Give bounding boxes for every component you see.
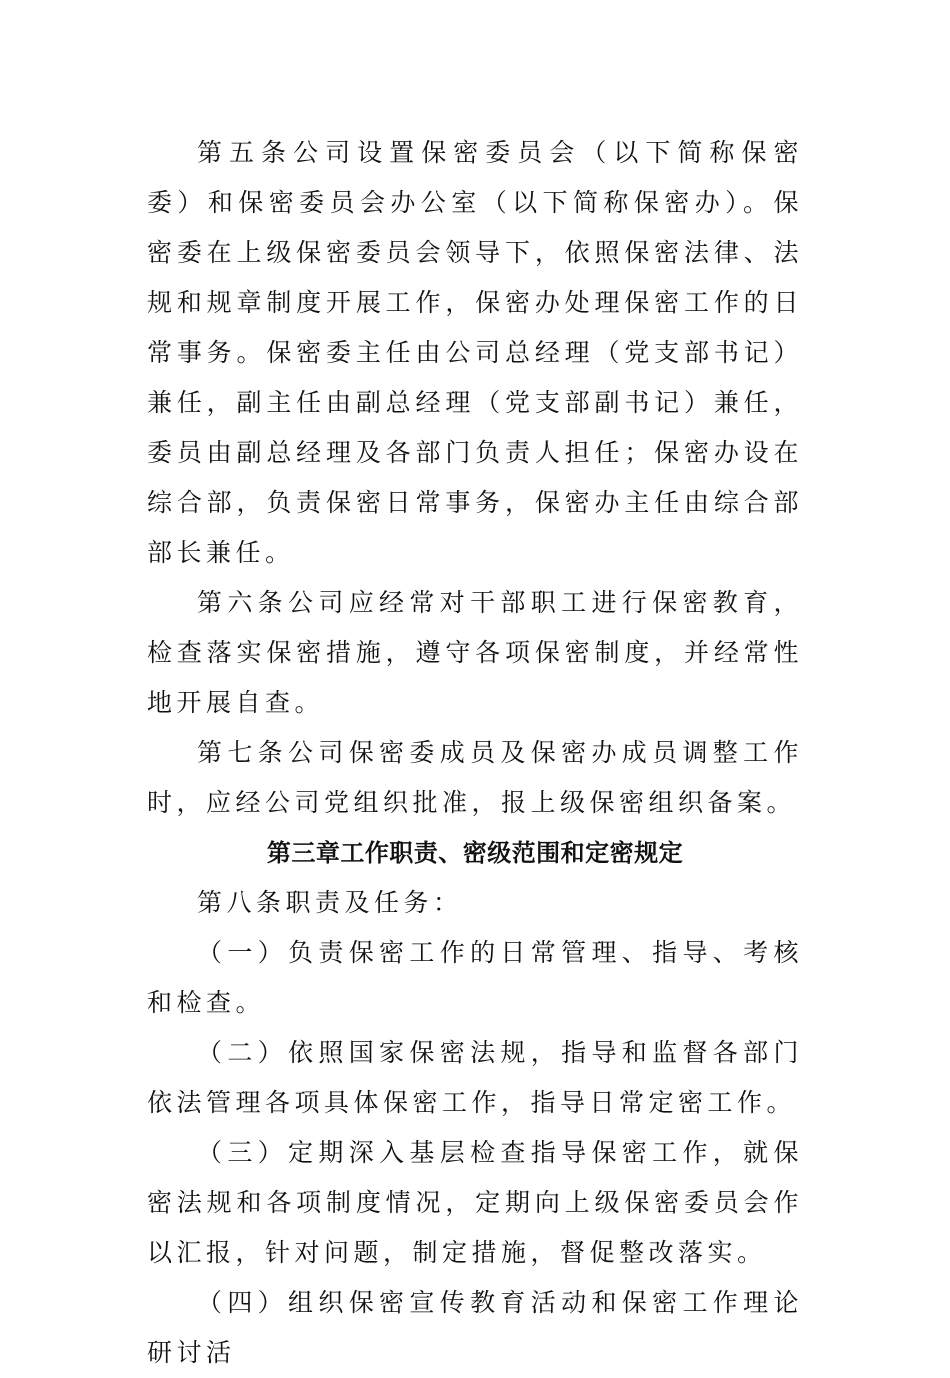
article-8-paragraph: 第八条职责及任务： [197, 888, 463, 917]
duty-item-4: （四）组织保密宣传教育活动和保密工作理论研讨活 [147, 1288, 803, 1367]
duty-item-1: （一）负责保密工作的日常管理、指导、考核和检查。 [147, 938, 803, 1017]
article-6-paragraph: 第六条公司应经常对干部职工进行保密教育，检查落实保密措施，遵守各项保密制度，并经常性地开展自查。 [147, 588, 803, 717]
article-7-paragraph: 第七条公司保密委成员及保密办成员调整工作时，应经公司党组织批准，报上级保密组织备案。 [147, 738, 803, 817]
document-body [147, 128, 803, 1378]
article-5-paragraph: 第五条公司设置保密委员会（以下简称保密委）和保密委员会办公室（以下简称保密办）。保密委在上级保密委员会领导下，依照保密法律、法规和规章制度开展工作，保密办处理保密工作的日常事务。保密委主任由公司总经理（党支部书记）兼任，副主任由副总经理（党支部副书记）兼任，委员由副总经理及各部门负责人担任；保密办设在综合部，负责保密日常事务，保密办主任由综合部部长兼任。 [147, 138, 803, 567]
chapter-3-heading: 第三章工作职责、密级范围和定密规定 [266, 839, 684, 867]
duty-item-2: （二）依照国家保密法规，指导和监督各部门依法管理各项具体保密工作，指导日常定密工作。 [147, 1038, 803, 1117]
duty-item-3: （三）定期深入基层检查指导保密工作，就保密法规和各项制度情况，定期向上级保密委员会作以汇报，针对问题，制定措施，督促整改落实。 [147, 1138, 803, 1267]
